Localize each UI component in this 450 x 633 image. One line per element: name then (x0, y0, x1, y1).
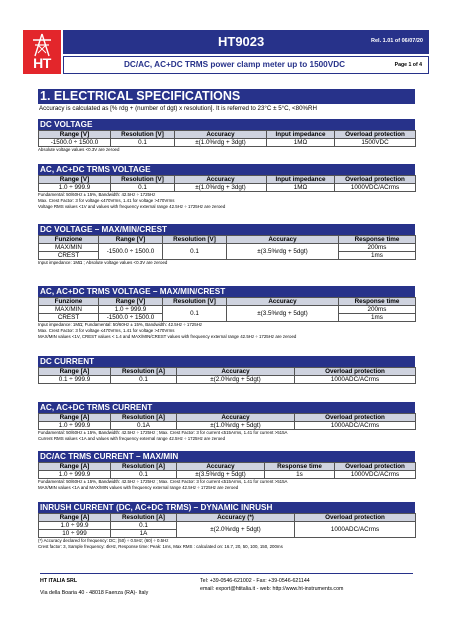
table-cell: 0.1 ÷ 999.9 (39, 376, 111, 384)
document-footer (40, 578, 420, 608)
ac-current-table (38, 413, 416, 430)
table-header: Overload protection (295, 414, 416, 422)
table-header: Accuracy (177, 414, 295, 422)
table-header: Accuracy (227, 236, 339, 244)
note-line: Fundamental: 50/60Hz ± 15%, Bandwidth: 42.5Hz ÷ 1725Hz ; Max. Crest Factor: 3 for current ≤515Arms, 1.41 for current >515A (38, 430, 288, 435)
table-cell: 0.1A (111, 422, 177, 430)
table-cell: 1ms (339, 252, 416, 260)
document-header (23, 30, 429, 74)
table-header: Resolution [A] (111, 368, 177, 376)
table-cell: 1.0 ÷ 99.9 (39, 522, 111, 530)
notes (38, 192, 415, 210)
ht-logo (23, 30, 61, 74)
table-cell: MAX/MIN (39, 306, 99, 314)
note-line: Max. Crest Factor: 3 for voltage ≤470Vrms, 1.41 for voltage >470Vrms (38, 198, 175, 203)
table-header: Overload protection (335, 131, 416, 139)
ac-current-maxmin-title: DC/AC TRMS CURRENT – MAX/MIN (38, 451, 415, 462)
table-header: Range [V] (39, 131, 111, 139)
table-header: Range [V] (39, 176, 111, 184)
ac-voltage-table (38, 175, 416, 192)
table-cell: 1000ADC/ACrms (295, 376, 416, 384)
table-cell: 200ms (339, 244, 416, 252)
table-header: Accuracy (175, 131, 267, 139)
note-line: Absolute voltage values <0.3V are zeroed (38, 147, 120, 152)
header-subtitle-bar (63, 56, 429, 74)
table-header: Range [A] (39, 514, 111, 522)
table-header: Funzione (39, 298, 99, 306)
table-header: Accuracy (177, 368, 295, 376)
dc-current-block (38, 356, 415, 384)
table-row (39, 306, 416, 314)
dc-current-title: DC CURRENT (38, 356, 415, 367)
section-title: 1. ELECTRICAL SPECIFICATIONS (38, 89, 415, 104)
logo-text: HT (33, 55, 51, 71)
notes (38, 538, 415, 550)
ac-voltage-maxmin-block (38, 286, 415, 340)
table-header: Range [A] (39, 368, 111, 376)
note-line: Input impedance: 1MΩ; Fundamental: 50/60Hz ± 15%, Bandwidth: 42.5Hz ÷ 1725Hz (38, 322, 203, 327)
table-cell: 10 ÷ 999 (39, 530, 111, 538)
note-line: MAX/MIN values <1V, CREST values < 1.4 and MAX/MIN/CREST values with frequency external range 42.5Hz ÷ 1725Hz are zeroed (38, 334, 297, 339)
company-address: Via della Boaria 40 - 48018 Faenza (RA)- Italy (40, 590, 149, 596)
ac-voltage-maxmin-table (38, 297, 416, 322)
table-row (39, 376, 416, 384)
dc-voltage-block (38, 119, 415, 153)
dc-current-table (38, 367, 416, 384)
table-header: Response time (339, 236, 416, 244)
table-cell: 1000ADC/ACrms (295, 522, 416, 538)
contact-phone: Tel: +39-0546-621002 - Fax: +39-0546-621144 (200, 578, 310, 584)
table-cell: -1500.0 ÷ 1500.0 (99, 314, 163, 322)
table-cell: ±(2.0%rdg + 5dgt) (177, 376, 295, 384)
notes (38, 147, 415, 153)
table-cell: 200ms (339, 306, 416, 314)
table-header: Resolution [A] (111, 414, 177, 422)
table-row (39, 139, 416, 147)
table-cell: 0.1 (163, 244, 227, 260)
table-header: Response time (339, 298, 416, 306)
table-cell: ±(1.0%rdg + 5dgt) (177, 422, 295, 430)
table-row (39, 471, 416, 479)
note-line: (*) Accuracy declared for frequency: DC; (50) ÷ 0.5Hz; (60) ÷ 0.5Hz (38, 538, 169, 543)
table-header: Overload protection (335, 463, 416, 471)
table-cell: 1500VDC (335, 139, 416, 147)
notes (38, 430, 415, 442)
pylon-icon (29, 33, 55, 57)
ac-current-maxmin-table (38, 462, 416, 479)
table-row (39, 422, 416, 430)
note-line: Crest factor: 3, Sample frequency: 4kHz, Response time: Peak: 1ms, Max RMS : calculated on: 16.7, 20, 50, 100, 150, 200ms (38, 544, 283, 549)
note-line: MAX/MIN values <1A and MAX/MIN values with frequency external range 42.5Hz ÷ 1725Hz are zeroed (38, 485, 239, 490)
table-header: Input impedance (267, 131, 335, 139)
intro-text: Accuracy is calculated as [% rdg + (number of dgt) x resolution]. It is referred to 23°C ± 5°C, <80%RH (39, 105, 317, 112)
table-cell: 1000VDC/ACrms (335, 471, 416, 479)
table-cell: 1.0 ÷ 999.9 (39, 184, 111, 192)
footer-divider (40, 573, 413, 574)
ac-voltage-block (38, 164, 415, 210)
table-header: Range [A] (39, 414, 111, 422)
table-header: Input impedance (267, 176, 335, 184)
table-header: Overload protection (295, 368, 416, 376)
table-row (39, 184, 416, 192)
table-header: Accuracy (175, 176, 267, 184)
table-cell: ±(3.5%rdg + 5dgt) (177, 471, 265, 479)
note-line: Current RMS values <1A and values with frequency external range 42.5Hz ÷ 1725Hz are zeroed (38, 436, 226, 441)
inrush-table (38, 513, 416, 538)
table-cell: 1000ADC/ACrms (295, 422, 416, 430)
table-header: Funzione (39, 236, 99, 244)
table-row (39, 244, 416, 252)
table-header: Resolution [V] (163, 298, 227, 306)
table-header: Overload protection (335, 176, 416, 184)
table-cell: 1MΩ (267, 139, 335, 147)
table-cell: -1500.0 ÷ 1500.0 (39, 139, 111, 147)
ac-voltage-maxmin-title: AC, AC+DC TRMS VOLTAGE – MAX/MIN/CREST (38, 286, 415, 297)
page-number: Page 1 of 4 (394, 62, 422, 68)
table-header: Overload protection (295, 514, 416, 522)
note-line: Fundamental: 50/60Hz ± 15%, Bandwidth: 42.5Hz ÷ 1725Hz ; Max. Crest Factor: 3 for current ≤515Arms, 1.41 for current >515A (38, 479, 288, 484)
note-line: Voltage RMS values <1V and values with frequency external range 42.5Hz ÷ 1725Hz are zeroed (38, 204, 226, 209)
ac-current-maxmin-block (38, 451, 415, 491)
table-cell: 0.1 (111, 139, 175, 147)
table-cell: ±(3.5%rdg + 5dgt) (227, 244, 339, 260)
dc-voltage-table (38, 130, 416, 147)
table-header: Range [A] (39, 463, 111, 471)
contact-web: email: export@htitalia.it - web: http://www.ht-instruments.com (200, 586, 344, 592)
table-header: Range [V] (99, 298, 163, 306)
inrush-title: INRUSH CURRENT (DC, AC+DC TRMS) – DYNAMIC INRUSH (38, 502, 415, 513)
table-cell: ±(3.5%rdg + 5dgt) (227, 306, 339, 322)
table-header: Accuracy (227, 298, 339, 306)
table-header: Range [V] (99, 236, 163, 244)
table-cell: 1000VDC/ACrms (335, 184, 416, 192)
table-cell: 1MΩ (267, 184, 335, 192)
document-subtitle: DC/AC, AC+DC TRMS power clamp meter up to 1500VDC (124, 60, 346, 69)
note-line: Max. Crest Factor: 3 for voltage ≤470Vrms, 1.41 for voltage >470Vrms (38, 328, 175, 333)
table-header: Resolution [V] (111, 176, 175, 184)
table-cell: 1A (111, 530, 177, 538)
release-info: Rel. 1.01 of 06/07/20 (371, 38, 423, 44)
table-cell: 0.1 (111, 471, 177, 479)
dc-voltage-maxmin-title: DC VOLTAGE – MAX/MIN/CREST (38, 224, 415, 235)
table-cell: -1500.0 ÷ 1500.0 (99, 244, 163, 260)
table-cell: ±(1.0%rdg + 3dgt) (175, 139, 267, 147)
table-header: Resolution [V] (163, 236, 227, 244)
table-header: Response time (265, 463, 335, 471)
table-cell: 1.0 ÷ 999.9 (99, 306, 163, 314)
table-cell: 1.0 ÷ 999.9 (39, 471, 111, 479)
table-cell: 1s (265, 471, 335, 479)
dc-voltage-maxmin-table (38, 235, 416, 260)
table-cell: MAX/MIN (39, 244, 99, 252)
table-header: Accuracy (*) (177, 514, 295, 522)
company-name: HT ITALIA SRL (40, 578, 78, 584)
notes (38, 479, 415, 491)
table-cell: 1ms (339, 314, 416, 322)
table-header: Resolution [A] (111, 514, 177, 522)
table-cell: 1.0 ÷ 999.9 (39, 422, 111, 430)
table-cell: 0.1 (163, 306, 227, 322)
note-line: Fundamental: 50/60Hz ± 15%, Bandwidth: 42.5Hz ÷ 1725Hz (38, 192, 156, 197)
table-header: Resolution [V] (111, 131, 175, 139)
dc-voltage-title: DC VOLTAGE (38, 119, 415, 130)
table-header: Accuracy (177, 463, 265, 471)
model-name: HT9023 (218, 34, 265, 49)
inrush-block (38, 502, 415, 550)
table-cell: CREST (39, 252, 99, 260)
notes (38, 322, 415, 340)
table-header: Resolution [A] (111, 463, 177, 471)
table-cell: CREST (39, 314, 99, 322)
header-title-bar (63, 30, 429, 54)
ac-current-block (38, 402, 415, 442)
note-line: Input impedance: 1MΩ ; Absolute voltage values <0.3V are zeroed (38, 260, 168, 265)
dc-voltage-maxmin-block (38, 224, 415, 266)
table-cell: 0.1 (111, 184, 175, 192)
notes (38, 260, 415, 266)
table-cell: ±(2.0%rdg + 5dgt) (177, 522, 295, 538)
table-cell: 0.1 (111, 522, 177, 530)
ac-current-title: AC, AC+DC TRMS CURRENT (38, 402, 415, 413)
table-cell: 0.1 (111, 376, 177, 384)
table-row (39, 522, 416, 530)
table-cell: ±(1.0%rdg + 3dgt) (175, 184, 267, 192)
ac-voltage-title: AC, AC+DC TRMS VOLTAGE (38, 164, 415, 175)
